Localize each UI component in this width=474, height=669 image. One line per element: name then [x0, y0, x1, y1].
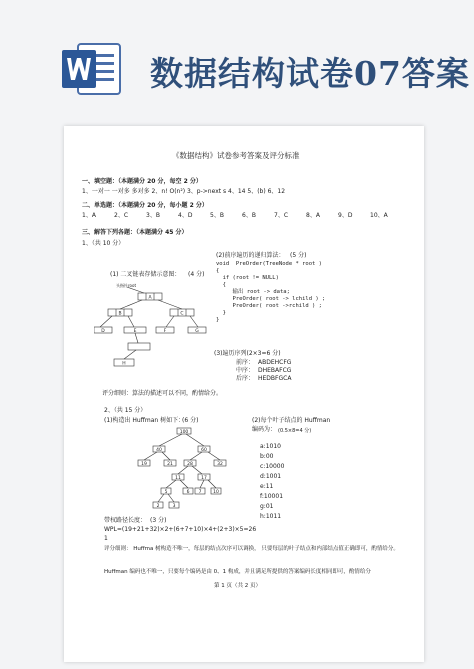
huffman-code-item: f:10001 [260, 493, 284, 500]
section1-answers: 1、一对一 一对多 多对多 2、n! O(n²) 3、p->next s 4、14 5、(b) 6、12 [82, 188, 286, 195]
traversal-sequence-value: DHEBAFCG [258, 367, 292, 374]
single-choice-answer: 6、B [242, 212, 256, 219]
traversal-sequence-value: HEDBFGCA [258, 375, 292, 382]
wpl-score: (3 分) [150, 517, 167, 524]
section2-heading: 二、单选题：（本题满分 20 分，每小题 2 分） [82, 202, 208, 209]
traversal-sequence-row [236, 367, 291, 375]
huffman-code-item: b:00 [260, 453, 274, 460]
root-pointer-label: 头指针root [116, 283, 137, 288]
huffman-node-label: 5 [164, 490, 168, 495]
huffman-node-label: 32 [217, 462, 223, 467]
huffman-node-label: 3 [172, 504, 176, 509]
banner-title: 数据结构试卷07答案 [150, 54, 470, 93]
tree-node-d: D [101, 329, 105, 334]
binary-linked-list-diagram [94, 281, 212, 373]
huffman-node-label: 7 [198, 490, 202, 495]
tree-node-a: A [148, 295, 152, 301]
code-line: PreOrder( root -> lchild ) ; [216, 296, 326, 302]
huffman-node-label: 100 [179, 430, 189, 435]
single-choice-answer: 7、C [274, 212, 289, 219]
single-choice-answer: 2、C [114, 212, 129, 219]
huffman-node-label: 21 [167, 462, 173, 467]
q1-grading-note: 评分细则：算法的描述可以不同，酌情给分。 [102, 390, 223, 397]
code-line: 输出 root -> data; [216, 289, 290, 295]
word-icon [60, 40, 122, 98]
wpl-formula: WPL=(19+21+32)×2+(6+7+10)×4+(2+3)×5=26 [104, 526, 257, 533]
huffman-code-item: h:1011 [260, 513, 282, 520]
doc-title: 《数据结构》试卷参考答案及评分标准 [172, 151, 300, 160]
traversal-sequence-row [236, 375, 291, 383]
q1-part1-label: (1) 二叉链表存储示意图： [110, 271, 181, 278]
page-footer: 第 1 页（共 2 页） [214, 583, 261, 589]
traversal-sequence-name: 后序： [236, 375, 255, 382]
q1-part3-label: (3)遍历序列(2×3=6 分) [214, 350, 281, 357]
q2-part1-score: (6 分) [182, 417, 199, 424]
traversal-sequence-name: 中序： [236, 367, 255, 374]
huffman-node-label: 10 [213, 490, 219, 495]
tree-node-f: F [163, 329, 167, 334]
huffman-node-label: 40 [156, 448, 162, 453]
tree-node-g: G [195, 329, 199, 334]
huffman-code-item: c:10000 [260, 463, 285, 470]
traversal-sequence-row [236, 359, 291, 367]
huffman-node-label: 11 [175, 476, 181, 481]
code-line: void PreOrder(TreeNode * root ) [216, 261, 322, 267]
single-choice-answer: 3、B [146, 212, 160, 219]
q2-grading-note-1: 评分细则： Huffma 树构造不唯一，每层的结点次序可以调换， 只要每层的叶子结点和内部结点值正确即可，酌情给分。 [104, 546, 399, 552]
huffman-code-list [260, 442, 284, 522]
code-line: } [216, 317, 220, 323]
q2-part2-label: (2)每个叶子结点的 Huffman [252, 417, 331, 424]
huffman-tree-diagram [124, 424, 244, 524]
preorder-code-block [216, 261, 325, 324]
code-line: } [216, 310, 226, 316]
single-choice-answer: 9、D [338, 212, 353, 219]
code-line: PreOrder( root ->rchild ) ; [216, 303, 322, 309]
q1-part2-label: (2)前序遍历的递归算法： [216, 252, 285, 259]
document-page [64, 126, 424, 662]
q1-heading: 1、（共 10 分） [82, 240, 125, 247]
wpl-formula-tail: 1 [104, 535, 108, 542]
huffman-node-label: 2 [156, 504, 160, 509]
huffman-node-label: 19 [141, 462, 147, 467]
tree-node-c: C [180, 311, 184, 317]
huffman-code-item: d:1001 [260, 473, 282, 480]
single-choice-answer: 4、D [178, 212, 193, 219]
huffman-code-item: g:01 [260, 503, 274, 510]
tree-node-e: E [133, 329, 137, 334]
traversal-sequence-name: 前序： [236, 359, 255, 366]
code-line: { [216, 268, 220, 274]
code-line: if (root != NULL) [216, 275, 279, 281]
code-line: { [216, 282, 226, 288]
tree-node-b: B [118, 311, 122, 317]
wpl-label: 带权路径长度： [104, 517, 147, 524]
huffman-node-label: 60 [201, 448, 207, 453]
single-choice-answer: 1、A [82, 212, 96, 219]
single-choice-answer: 5、B [210, 212, 224, 219]
section1-heading: 一、填空题：（本题满分 20 分，每空 2 分） [82, 178, 202, 185]
q2-part2-label2: 编码为： [252, 426, 277, 433]
traversal-sequence-value: ABDEHCFG [258, 359, 292, 366]
q1-part1-score: (4 分) [188, 271, 205, 278]
section3-heading: 三、解答下列各题：（本题满分 45 分） [82, 229, 188, 236]
q2-part2-score: (0.5×8=4 分) [278, 428, 312, 434]
single-choice-answer: 8、A [306, 212, 320, 219]
huffman-node-label: 17 [201, 476, 207, 481]
tree-node-h: H [122, 361, 126, 367]
huffman-code-item: e:11 [260, 483, 274, 490]
q2-grading-note-2: Huffman 编码也不唯一，只要每个编码是由 0、1 构成，并且满足所提供的答案编码长度相同即可，酌情给分 [104, 569, 371, 575]
q2-heading: 2、（共 15 分） [104, 407, 147, 414]
q1-part2-score: (5 分) [290, 252, 307, 259]
huffman-code-item: a:1010 [260, 443, 281, 450]
traversal-sequences [236, 359, 291, 383]
single-choice-answer: 10、A [370, 212, 388, 219]
document-banner [0, 0, 474, 112]
q2-part1-label: (1)构造出 Huffman 树如下： [104, 417, 185, 424]
huffman-node-label: 28 [187, 462, 193, 467]
huffman-node-label: 6 [186, 490, 190, 495]
